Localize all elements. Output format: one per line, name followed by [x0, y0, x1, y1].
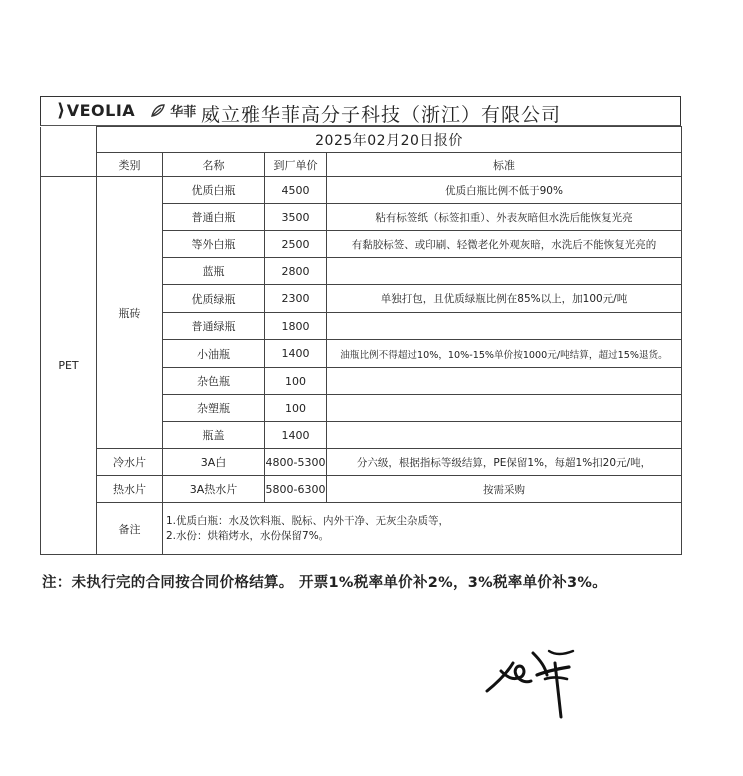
item-standard: 按需采购: [327, 476, 682, 503]
remarks-text: [163, 503, 682, 555]
item-name: 优质白瓶: [163, 177, 265, 204]
item-price: 100: [265, 395, 327, 422]
item-standard: 有黏胶标签、或印刷、轻微老化外观灰暗，水洗后不能恢复光亮的: [327, 231, 682, 258]
item-standard: 单独打包，且优质绿瓶比例在85%以上，加100元/吨: [327, 285, 682, 313]
item-price: 2800: [265, 258, 327, 285]
company-header: [40, 96, 681, 126]
remark-line-2: 2.水份：烘箱烤水，水份保留7%。: [166, 529, 330, 542]
blank-corner: [41, 127, 97, 177]
item-name: 优质绿瓶: [163, 285, 265, 313]
item-price: 4800-5300: [265, 449, 327, 476]
group-hot-flake: 热水片: [97, 476, 163, 503]
item-price: 5800-6300: [265, 476, 327, 503]
quote-sheet: [40, 96, 681, 555]
item-name: 杂色瓶: [163, 368, 265, 395]
price-table: [40, 126, 682, 555]
item-standard: [327, 258, 682, 285]
item-name: 3A白: [163, 449, 265, 476]
item-price: 2500: [265, 231, 327, 258]
group-remarks: 备注: [97, 503, 163, 555]
item-price: 1400: [265, 422, 327, 449]
group-pet: PET: [41, 177, 97, 555]
item-standard: [327, 422, 682, 449]
item-standard: [327, 368, 682, 395]
huafei-logo-text: 华菲: [170, 105, 197, 120]
logo-group: [57, 100, 196, 121]
date-title: 2025年02月20日报价: [97, 127, 682, 153]
footer-note: 注：未执行完的合同按合同价格结算。 开票1%税率单价补2%，3%税率单价补3%。: [42, 575, 608, 591]
item-name: 蓝瓶: [163, 258, 265, 285]
company-name: 威立雅华菲高分子科技（浙江）有限公司: [201, 104, 562, 126]
item-standard: [327, 313, 682, 340]
item-name: 普通绿瓶: [163, 313, 265, 340]
item-name: 3A热水片: [163, 476, 265, 503]
item-name: 小油瓶: [163, 340, 265, 368]
table-row: [41, 449, 682, 476]
item-price: 1800: [265, 313, 327, 340]
table-row: [41, 476, 682, 503]
item-standard: 粘有标签纸（标签扣重）、外表灰暗但水洗后能恢复光亮: [327, 204, 682, 231]
col-header-category: 类别: [97, 153, 163, 177]
item-price: 4500: [265, 177, 327, 204]
item-standard: [327, 395, 682, 422]
handwritten-signature: [483, 633, 583, 723]
group-cold-flake: 冷水片: [97, 449, 163, 476]
item-standard: 优质白瓶比例不低于90%: [327, 177, 682, 204]
item-price: 100: [265, 368, 327, 395]
item-name: 瓶盖: [163, 422, 265, 449]
col-header-standard: 标准: [327, 153, 682, 177]
huafei-leaf-icon: [149, 102, 167, 120]
item-price: 1400: [265, 340, 327, 368]
item-name: 等外白瓶: [163, 231, 265, 258]
huafei-logo: [149, 101, 196, 120]
item-standard: 油瓶比例不得超过10%，10%-15%单价按1000元/吨结算，超过15%退货。: [327, 340, 682, 368]
remark-line-1: 1.优质白瓶：水及饮料瓶、脱标、内外干净、无灰尘杂质等，: [166, 514, 450, 527]
col-header-price: 到厂单价: [265, 153, 327, 177]
col-header-name: 名称: [163, 153, 265, 177]
group-bottle-brick: 瓶砖: [97, 177, 163, 449]
item-standard: 分六级，根据指标等级结算，PE保留1%，每超1%扣20元/吨，: [327, 449, 682, 476]
item-price: 2300: [265, 285, 327, 313]
item-name: 杂塑瓶: [163, 395, 265, 422]
item-name: 普通白瓶: [163, 204, 265, 231]
item-price: 3500: [265, 204, 327, 231]
veolia-logo: ⟩VEOLIA: [57, 100, 136, 121]
table-row: [41, 177, 682, 204]
remarks-row: [41, 503, 682, 555]
